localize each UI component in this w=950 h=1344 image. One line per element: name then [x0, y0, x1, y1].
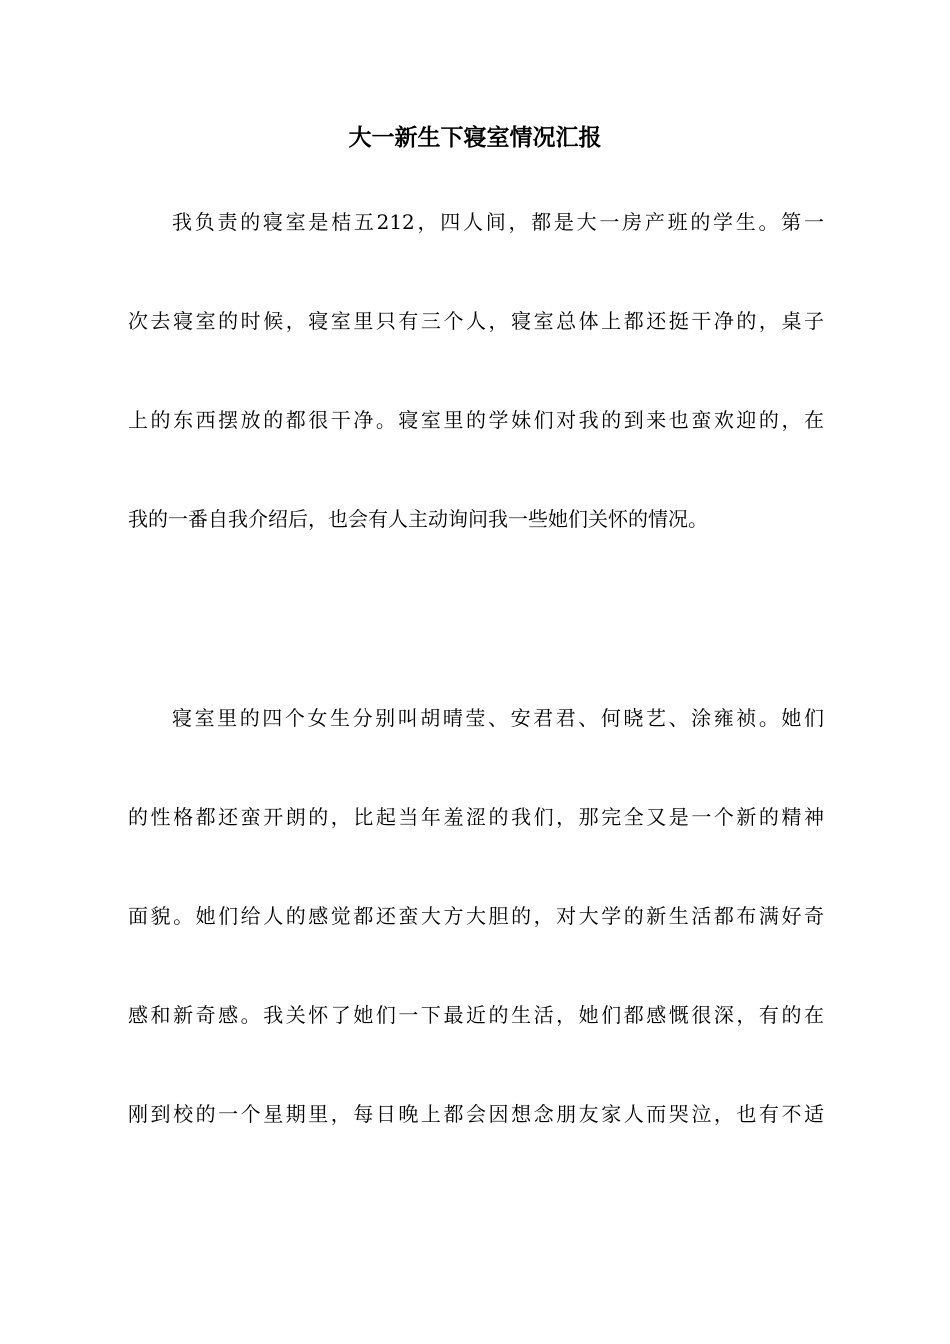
- paragraph-line: 我的一番自我介绍后，也会有人主动询问我一些她们关怀的情况。: [128, 507, 708, 531]
- paragraph-line: 次去寝室的时候，寝室里只有三个人，寝室总体上都还挺干净的，桌子: [128, 309, 824, 333]
- paragraph-line: 我负责的寝室是桔五212，四人间，都是大一房产班的学生。第一: [172, 210, 824, 234]
- document-title: 大一新生下寝室情况汇报: [348, 125, 602, 151]
- paragraph-line: 上的东西摆放的都很干净。寝室里的学妹们对我的到来也蛮欢迎的，在: [128, 408, 824, 432]
- paragraph-line: 的性格都还蛮开朗的，比起当年羞涩的我们，那完全又是一个新的精神: [128, 805, 824, 829]
- paragraph-line: 感和新奇感。我关怀了她们一下最近的生活，她们都感慨很深，有的在: [128, 1003, 824, 1027]
- paragraph-line: 面貌。她们给人的感觉都还蛮大方大胆的，对大学的新生活都布满好奇: [128, 904, 824, 928]
- paragraph-line: 寝室里的四个女生分别叫胡晴莹、安君君、何晓艺、涂雍祯。她们: [172, 706, 824, 730]
- paragraph-line: 刚到校的一个星期里，每日晚上都会因想念朋友家人而哭泣，也有不适: [128, 1102, 824, 1126]
